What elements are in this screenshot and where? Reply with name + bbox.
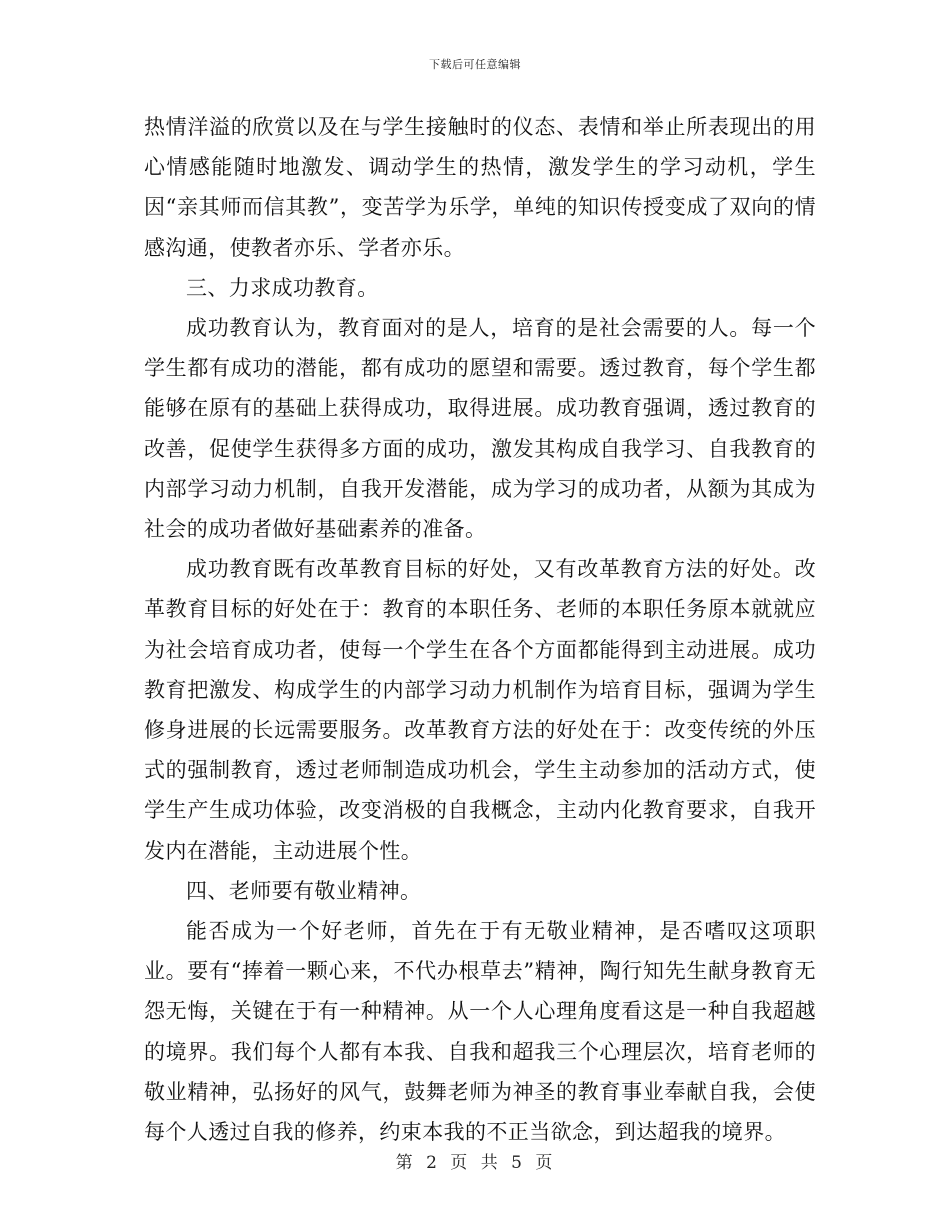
section-heading-4: 四、老师要有敬业精神。 xyxy=(186,878,422,903)
paragraph-dedication: 能否成为一个好老师，首先在于有无敬业精神，是否嗜叹这项职业。要有“捧着一颗心来，不代办根草去”精神，陶行知先生献身教育无怨无悔，关键在于有一种精神。从一个人心理角度看这是一种自我超越的境界。我们每个人都有本我、自我和超我三个心理层次，培育老师的敬业精神，弘扬好的风气，鼓舞老师为神圣的教育事业奉献自我，会使每个人透过自我的修养，约束本我的不正当欲念，到达超我的境界。 xyxy=(144,919,816,1145)
paragraph-continuation: 热情洋溢的欣赏以及在与学生接触时的仪态、表情和举止所表现出的用心情感能随时地激发、调动学生的热情，激发学生的学习动机，学生因“亲其师而信其教”，变苦学为乐学，单纯的知识传授变成了双向的情感沟通，使教者亦乐、学者亦乐。 xyxy=(144,115,816,260)
page-footer: 第 2 页 共 5 页 xyxy=(395,1153,555,1173)
section-heading-3: 三、力求成功教育。 xyxy=(186,275,379,300)
paragraph-success-education-1: 成功教育认为，教育面对的是人，培育的是社会需要的人。每一个学生都有成功的潜能，都有成功的愿望和需要。透过教育，每个学生都能够在原有的基础上获得成功，取得进展。成功教育强调，透过教育的改善，促使学生获得多方面的成功，激发其构成自我学习、自我教育的内部学习动力机制，自我开发潜能，成为学习的成功者，从额为其成为社会的成功者做好基础素养的准备。 xyxy=(144,316,816,542)
page-header: 下载后可任意编辑 xyxy=(429,58,521,71)
document-body xyxy=(144,107,816,1152)
paragraph-success-education-2: 成功教育既有改革教育目标的好处，又有改革教育方法的好处。改革教育目标的好处在于：教育的本职任务、老师的本职任务原本就就应为社会培育成功者，使每一个学生在各个方面都能得到主动进展。成功教育把激发、构成学生的内部学习动力机制作为培育目标，强调为学生修身进展的长远需要服务。改革教育方法的好处在于：改变传统的外压式的强制教育，透过老师制造成功机会，学生主动参加的活动方式，使学生产生成功体验，改变消极的自我概念，主动内化教育要求，自我开发内在潜能，主动进展个性。 xyxy=(144,557,816,863)
